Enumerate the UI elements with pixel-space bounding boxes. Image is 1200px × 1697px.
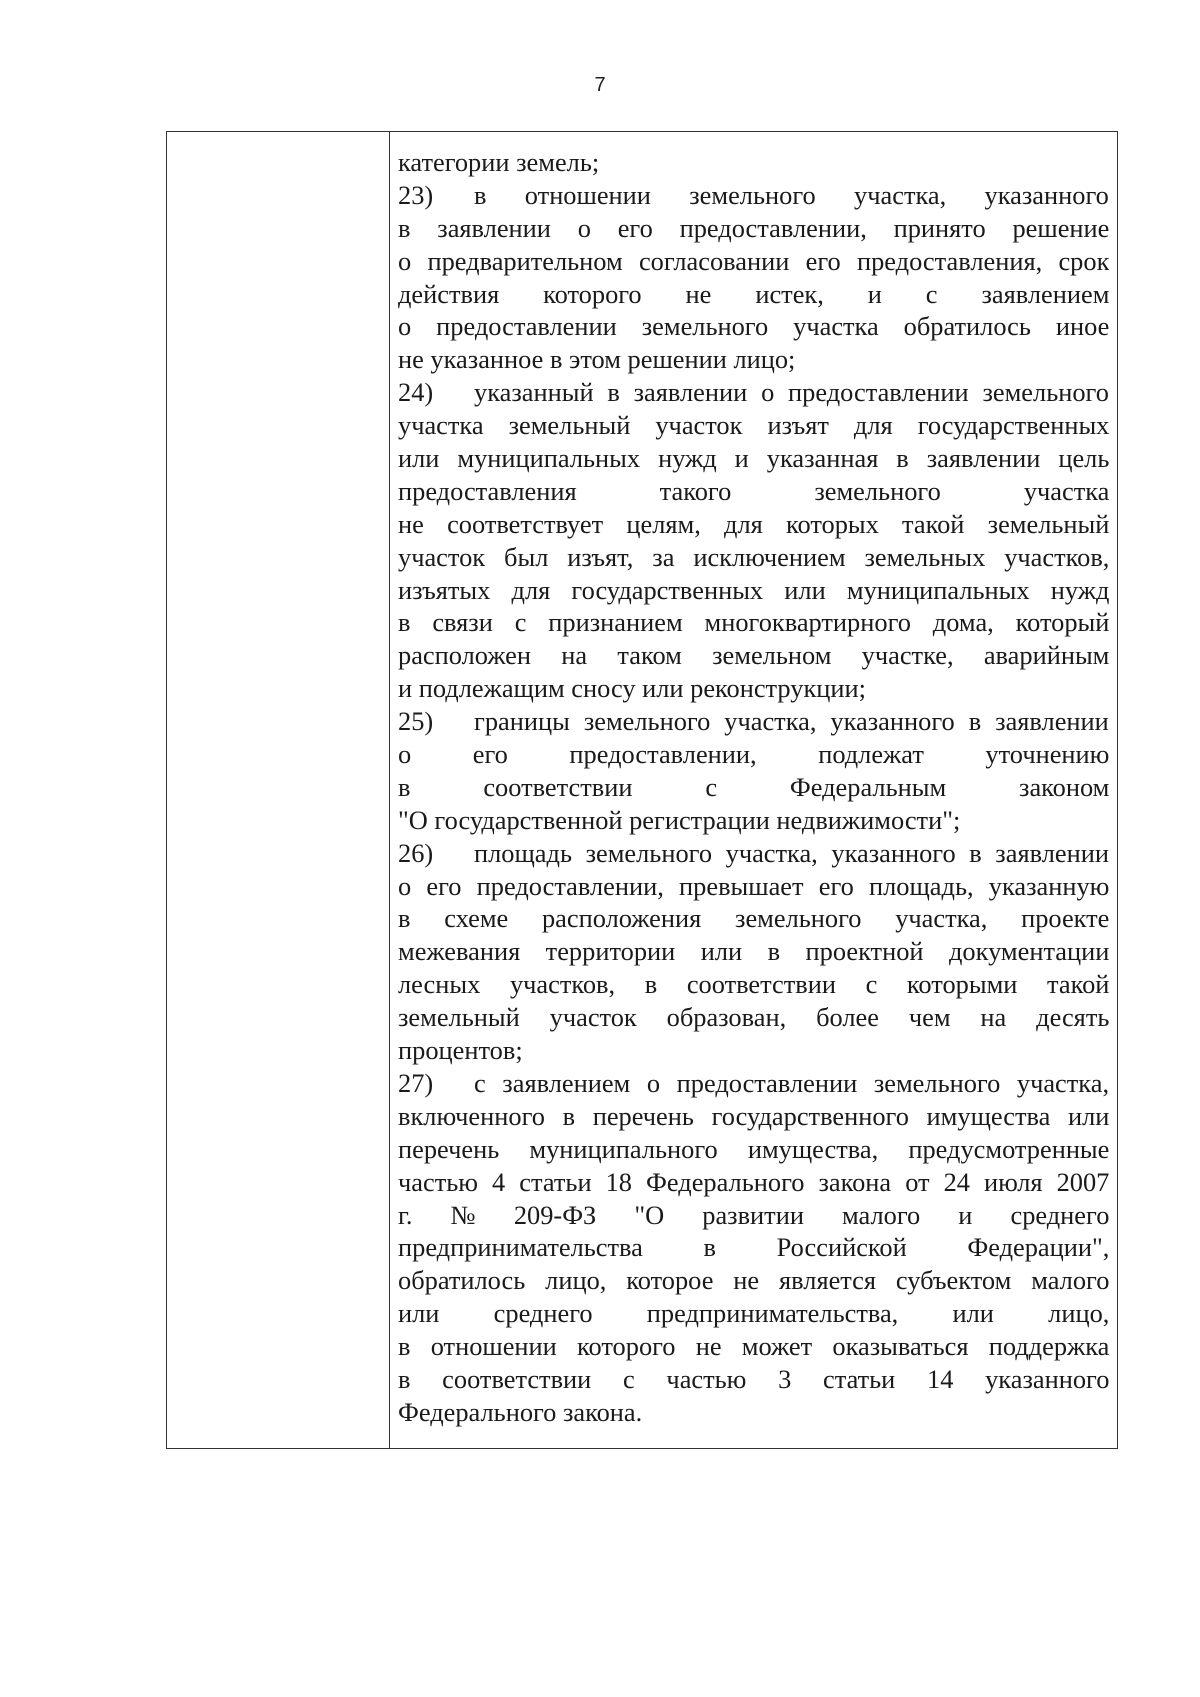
text-line: не указанное в этом решении лицо;: [398, 344, 796, 375]
text-line: о предоставлении земельного участка обратилось иное: [398, 311, 1110, 342]
item-text: в отношении земельного участка, указанного: [474, 179, 1109, 210]
text-line: [398, 837, 1109, 870]
text-line: о предварительном согласовании его предоставления, срок: [398, 245, 1110, 276]
text-line: перечень муниципального имущества, предусмотренные: [398, 1133, 1110, 1164]
text-line: в отношении которого не может оказываться поддержка: [398, 1331, 1110, 1362]
text-line: [398, 705, 1109, 738]
item-text: с заявлением о предоставлении земельного участка,: [474, 1067, 1110, 1098]
text-line: межевания территории или в проектной документации: [398, 936, 1110, 967]
text-line: и подлежащим сносу или реконструкции;: [398, 673, 866, 704]
text-line: действия которого не истек, и с заявлением: [398, 278, 1110, 309]
item-number: 23): [398, 179, 434, 210]
item-text: площадь земельного участка, указанного в заявлении: [474, 837, 1109, 868]
text-line: в заявлении о его предоставлении, принято решение: [398, 212, 1110, 243]
text-line: участка земельный участок изъят для государственных: [398, 410, 1110, 441]
text-line: предпринимательства в Российской Федерации",: [398, 1232, 1110, 1263]
item-text: указанный в заявлении о предоставлении земельного: [474, 377, 1109, 408]
text-line: в схеме расположения земельного участка, проекте: [398, 903, 1110, 934]
text-line: о его предоставлении, превышает его площадь, указанную: [398, 870, 1110, 901]
text-line: не соответствует целям, для которых такой земельный: [398, 508, 1110, 539]
text-line: обратилось лицо, которое не является субъектом малого: [398, 1265, 1110, 1296]
text-line: о его предоставлении, подлежат уточнению: [398, 739, 1110, 770]
text-line: изъятых для государственных или муниципальных нужд: [398, 574, 1110, 605]
item-number: 27): [398, 1067, 434, 1098]
item-number: 26): [398, 837, 434, 868]
table-left-column: [167, 132, 390, 1448]
text-line: земельный участок образован, более чем на десять: [398, 1002, 1110, 1033]
text-line: категории земель;: [398, 147, 600, 177]
text-line: частью 4 статьи 18 Федерального закона от 24 июля 2007: [398, 1166, 1110, 1197]
text-line: предоставления такого земельного участка: [398, 475, 1110, 506]
text-line: г. № 209-ФЗ "О развитии малого и среднего: [398, 1199, 1110, 1230]
text-line: в связи с признанием многоквартирного дома, который: [398, 607, 1110, 638]
text-line: расположен на таком земельном участке, аварийным: [398, 640, 1110, 671]
text-line: в соответствии с Федеральным законом: [398, 771, 1110, 802]
text-line: или среднего предпринимательства, или лицо,: [398, 1298, 1110, 1329]
text-line: лесных участков, в соответствии с которыми такой: [398, 969, 1110, 1000]
text-line: [398, 1067, 1109, 1100]
document-table: [166, 131, 1118, 1449]
page-number: 7: [594, 74, 606, 96]
table-right-column: [390, 132, 1117, 1448]
text-line: процентов;: [398, 1035, 523, 1066]
text-line: "О государственной регистрации недвижимости";: [398, 804, 961, 835]
text-line: включенного в перечень государственного имущества или: [398, 1100, 1110, 1131]
item-number: 25): [398, 706, 434, 737]
text-line: участок был изъят, за исключением земельных участков,: [398, 541, 1110, 572]
item-text: границы земельного участка, указанного в заявлении: [474, 706, 1109, 737]
text-line: Федерального закона.: [398, 1396, 643, 1427]
text-line: [398, 179, 1109, 212]
text-line: [398, 376, 1109, 409]
text-line: или муниципальных нужд и указанная в заявлении цель: [398, 443, 1110, 474]
text-line: в соответствии с частью 3 статьи 14 указанного: [398, 1363, 1110, 1394]
item-number: 24): [398, 377, 434, 408]
